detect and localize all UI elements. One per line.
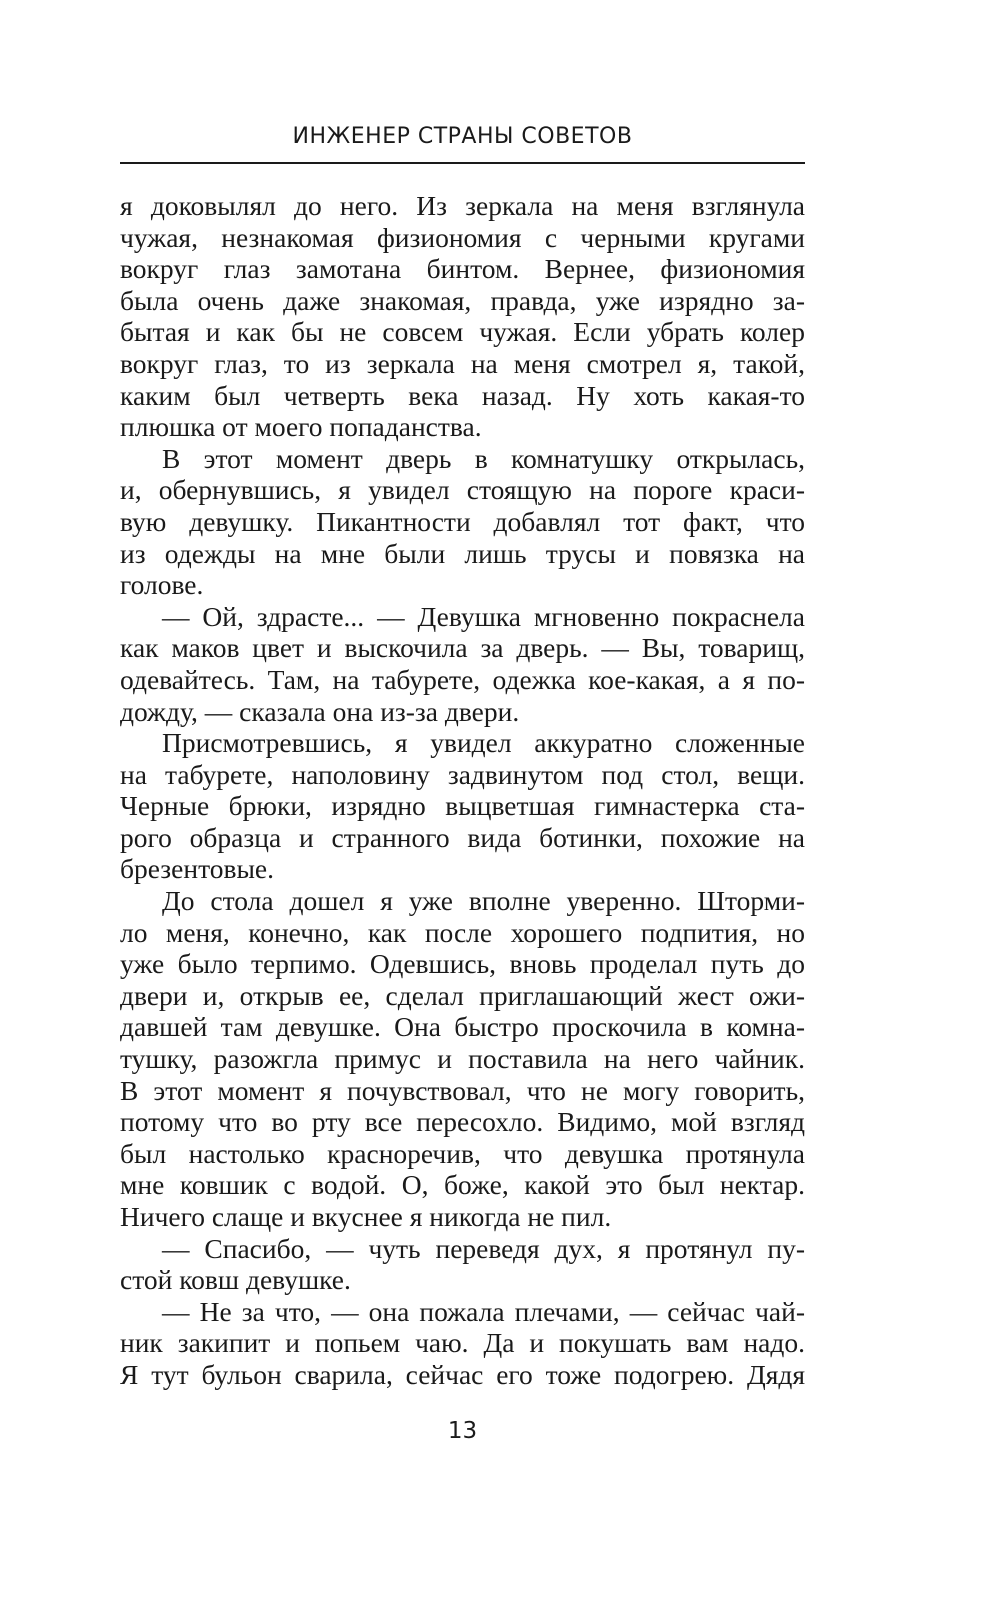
page-number: 13: [447, 1418, 478, 1444]
running-head: ИНЖЕНЕР СТРАНЫ СОВЕТОВ: [292, 124, 633, 149]
text-line: Ничего слаще и вкуснее я никогда не пил.: [120, 1201, 612, 1232]
body-text: [120, 190, 805, 1391]
text-line: вокруг глаз, то из зеркала на меня смотрел я, такой,: [120, 347, 805, 379]
text-line: дожду, — сказала она из-за двери.: [120, 695, 520, 727]
text-line: двери и, открыв ее, сделал приглашающий жест ожи-: [120, 979, 805, 1011]
text-line: чужая, незнакомая физиономия с черными кругами: [120, 221, 805, 253]
text-line: бытая и как бы не совсем чужая. Если убрать колер: [120, 316, 805, 348]
text-line: плюшка от моего попаданства.: [120, 411, 482, 443]
text-line: — Ой, здрасте... — Девушка мгновенно покраснела: [162, 600, 805, 632]
text-line: была очень даже знакомая, правда, уже изрядно за-: [120, 284, 805, 316]
text-line: я доковылял до него. Из зеркала на меня взглянула: [120, 190, 805, 221]
text-line: вую девушку. Пикантности добавлял тот факт, что: [120, 505, 805, 537]
text-line: В этот момент я почувствовал, что не могу говорить,: [120, 1074, 805, 1106]
text-line: ник закипит и попьем чаю. Да и покушать вам надо.: [120, 1327, 805, 1359]
text-line: В этот момент дверь в комнатушку открылась,: [162, 442, 805, 474]
text-line: голове.: [120, 569, 204, 601]
text-line: из одежды на мне были лишь трусы и повязка на: [120, 537, 805, 569]
text-line: стой ковш девушке.: [120, 1264, 351, 1296]
header-rule: [120, 162, 805, 164]
text-line: одевайтесь. Там, на табурете, одежка кое-какая, а я по-: [120, 663, 805, 695]
text-line: тушку, разожгла примус и поставила на него чайник.: [120, 1043, 805, 1075]
text-line: мне ковшик с водой. О, боже, какой это был нектар.: [120, 1169, 805, 1201]
text-line: потому что во рту все пересохло. Видимо, мой взгляд: [120, 1106, 805, 1138]
text-line: уже было терпимо. Одевшись, вновь проделал путь до: [120, 948, 805, 980]
text-line: Я тут бульон сварила, сейчас его тоже подогрею. Дядя: [120, 1358, 805, 1390]
text-line: каким был четверть века назад. Ну хоть какая-то: [120, 379, 805, 411]
text-line: как маков цвет и выскочила за дверь. — Вы, товарищ,: [120, 632, 805, 664]
text-line: — Не за что, — она пожала плечами, — сейчас чай-: [162, 1295, 805, 1327]
text-line: рого образца и странного вида ботинки, похожие на: [120, 821, 805, 853]
text-line: — Спасибо, — чуть переведя дух, я протянул пу-: [162, 1232, 805, 1264]
text-line: давшей там девушке. Она быстро проскочила в комна-: [120, 1011, 805, 1043]
text-line: брезентовые.: [120, 853, 275, 885]
text-line: и, обернувшись, я увидел стоящую на пороге краси-: [120, 474, 805, 506]
text-line: До стола дошел я уже вполне уверенно. Шторми-: [162, 885, 805, 917]
text-line: вокруг глаз замотана бинтом. Вернее, физиономия: [120, 253, 805, 285]
text-line: был настолько красноречив, что девушка протянула: [120, 1137, 805, 1169]
text-line: ло меня, конечно, как после хорошего подпития, но: [120, 916, 805, 948]
text-line: на табурете, наполовину задвинутом под стол, вещи.: [120, 758, 805, 790]
text-line: Присмотревшись, я увидел аккуратно сложенные: [162, 727, 805, 759]
text-line: Черные брюки, изрядно выцветшая гимнастерка ста-: [120, 790, 805, 822]
